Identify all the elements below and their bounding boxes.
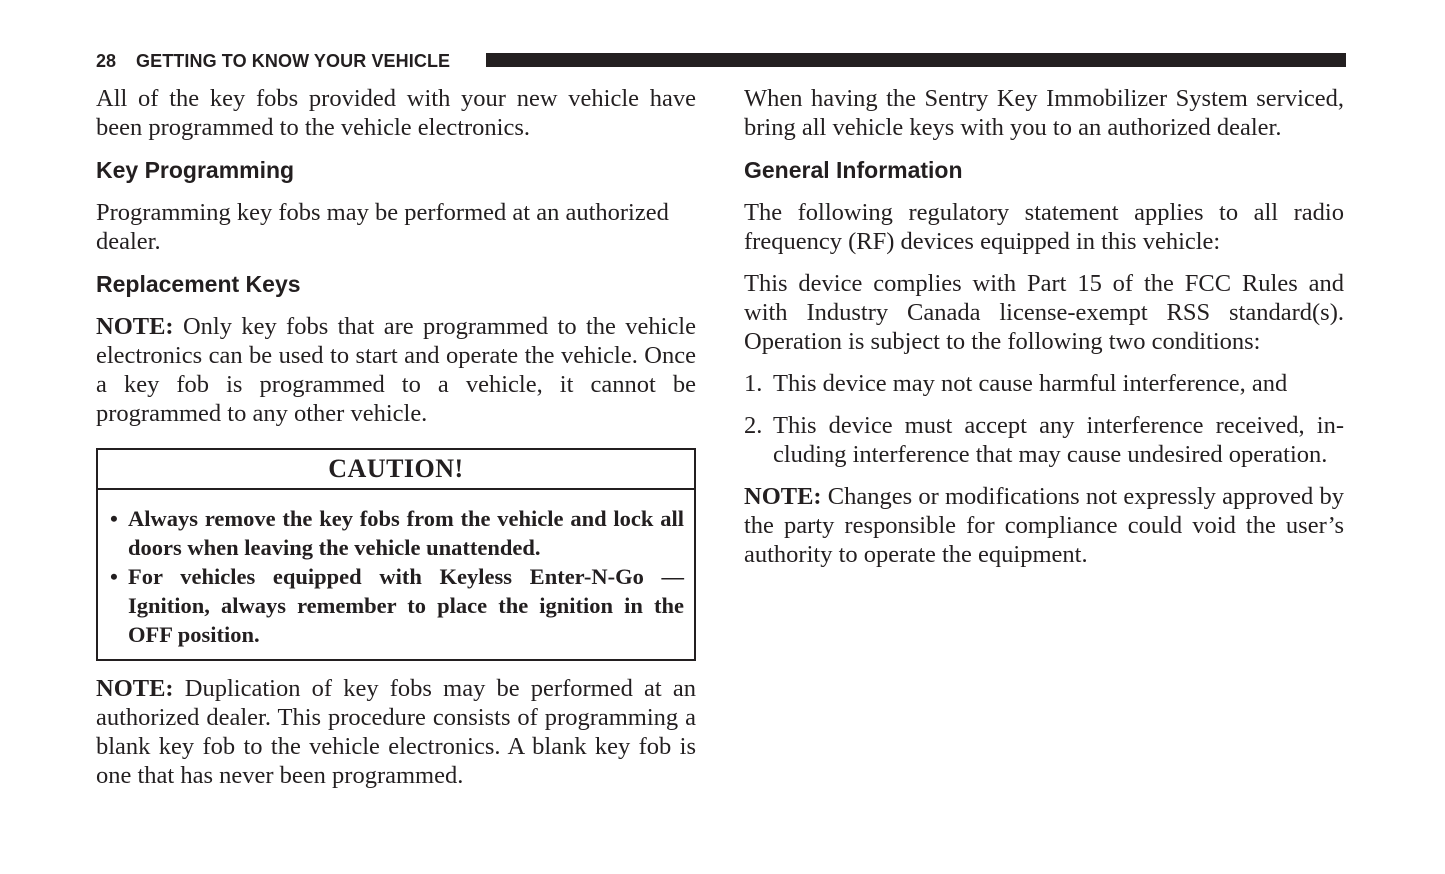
heading-general-information: General Information <box>744 157 963 183</box>
intro-paragraph: All of the key fobs provided with your new vehicle have been programmed to the vehicle electronics. <box>96 85 696 141</box>
header-rule <box>486 53 1346 67</box>
caution-box <box>96 448 696 661</box>
condition-item <box>744 369 1344 398</box>
page-number: 28 <box>96 51 117 71</box>
duplication-note-paragraph <box>96 674 696 790</box>
conditions-list <box>744 369 1344 469</box>
compliance-paragraph: This device complies with Part 15 of the FCC Rules and with Industry Canada license-exempt RSS standard(s). Operation is subject to the following two conditions: <box>744 270 1344 355</box>
condition-number: 1. <box>744 370 763 397</box>
note-text: Changes or modifications not expressly approved by the party responsible for compliance could void the user’s authority to operate the equipment. <box>744 483 1344 568</box>
heading-key-programming: Key Programming <box>96 157 295 183</box>
caution-item <box>110 504 684 562</box>
caution-title: CAUTION! <box>98 450 694 490</box>
caution-item-text: For vehicles equipped with Keyless Enter-N-Go — Ignition, always remember to place the ignition in the OFF position. <box>128 564 684 647</box>
sentry-key-paragraph: When having the Sentry Key Immobilizer System serviced, bring all vehicle keys with you to an authorized dealer. <box>744 85 1344 141</box>
note-label: NOTE: <box>96 675 174 702</box>
section-title: GETTING TO KNOW YOUR VEHICLE <box>136 51 451 71</box>
note-label: NOTE: <box>744 483 822 510</box>
replacement-note-paragraph <box>96 312 696 428</box>
note-label: NOTE: <box>96 313 174 340</box>
modifications-note-paragraph <box>744 482 1344 569</box>
condition-text: This device must accept any interference received, including interference that may cause undesired operation. <box>773 412 1344 468</box>
page-header <box>96 50 1346 72</box>
caution-list <box>98 490 694 659</box>
condition-text: This device may not cause harmful interference, and <box>773 370 1288 397</box>
heading-replacement-keys: Replacement Keys <box>96 271 301 297</box>
right-column <box>744 84 1344 582</box>
bullet-icon: • <box>110 564 118 589</box>
note-text: Only key fobs that are programmed to the vehicle electronics can be used to start and operate the vehicle. Once a key fob is programmed to a vehicle, it cannot be programmed to any other vehicle. <box>96 313 696 427</box>
bullet-icon: • <box>110 506 118 531</box>
caution-item <box>110 562 684 649</box>
note-text: Duplication of key fobs may be performed at an authorized dealer. This procedure consists of programming a blank key fob to the vehicle electronics. A blank key fob is one that has never been programmed. <box>96 675 696 789</box>
caution-item-text: Always remove the key fobs from the vehicle and lock all doors when leaving the vehicle unattended. <box>128 506 684 560</box>
left-column <box>96 84 696 803</box>
regulatory-paragraph: The following regulatory statement applies to all radio frequency (RF) devices equipped in this vehicle: <box>744 199 1344 255</box>
key-programming-paragraph: Programming key fobs may be performed at an authorized dealer. <box>96 199 669 255</box>
condition-number: 2. <box>744 412 763 439</box>
condition-item <box>744 411 1344 469</box>
